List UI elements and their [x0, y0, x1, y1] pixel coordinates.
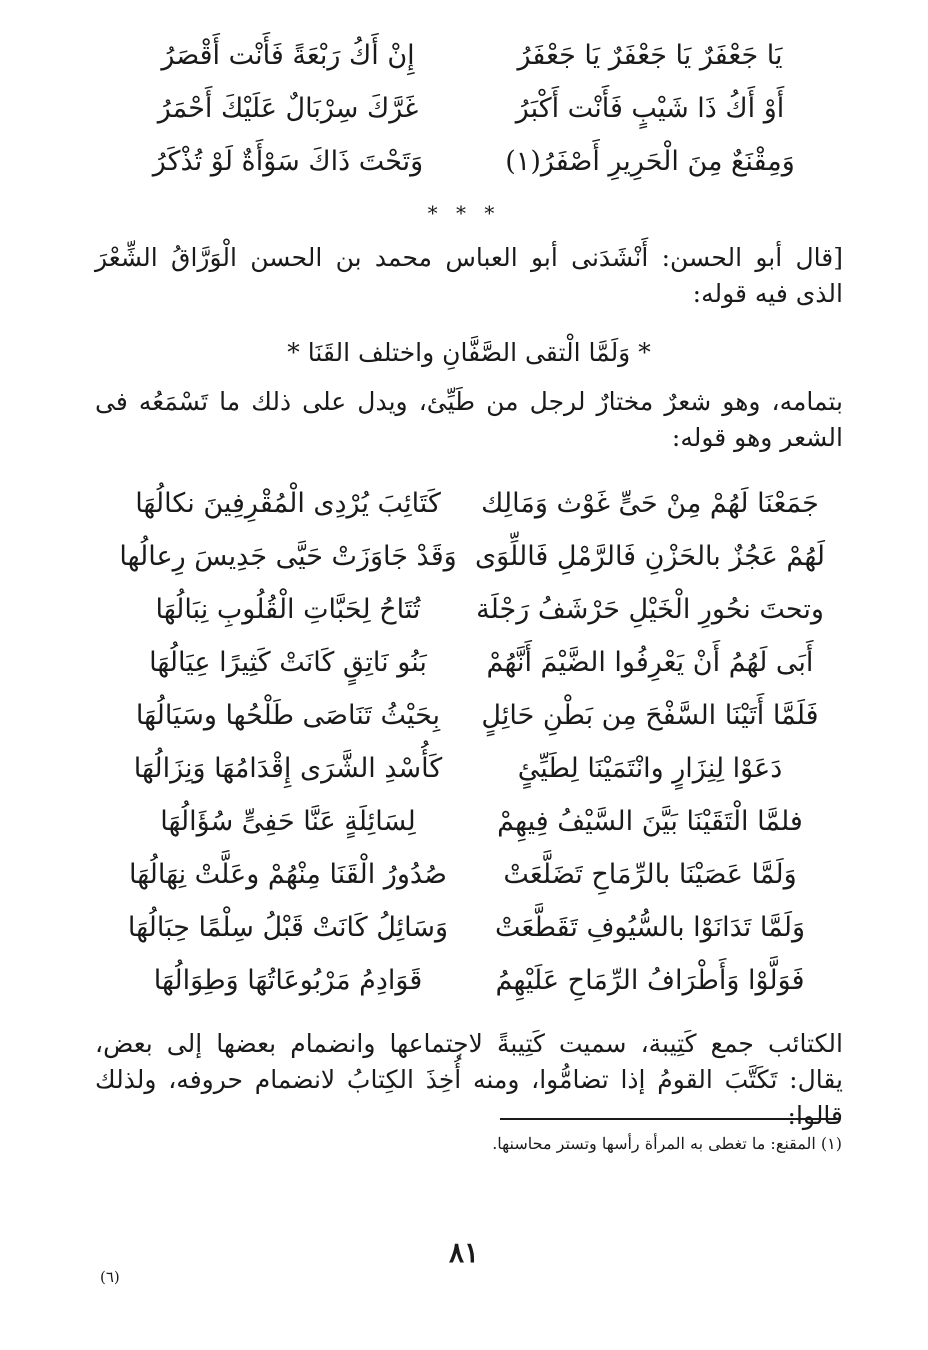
poem2-verse-7-second-hemistich: لِسَائِلَةٍ عَنَّا حَفِىٍّ سُؤَالُهَا	[160, 806, 416, 837]
poem2-verse-5-second-hemistich: بِحَيْثُ تَنَاصَى طَلْحُها وسَيَالُهَا	[135, 700, 441, 731]
poem2-verse-8-second-hemistich: صُدُورُ الْقَنَا مِنْهُمْ وعَلَّتْ نِهَالُهَا	[129, 859, 447, 890]
poem2-verse-6-second-hemistich: كَأُسْدِ الشَّرَى إِقْدَامُهَا وَنِزَالُهَا	[133, 753, 443, 784]
poem2-verse-4-second-hemistich: بَنُو نَاتِقٍ كَانَتْ كَثِيرًا عِيَالُهَا	[149, 647, 427, 678]
poem2-verse-2-second-hemistich: وَقَدْ جَاوَزَتْ حَيَّى جَدِيسَ رِعالُها	[119, 541, 457, 572]
poem2-verse-2-first-hemistich: لَهُمْ عَجُزٌ بالحَزْنِ فَالرَّمْلِ فَاللِّوَى	[474, 541, 826, 572]
poem2-verse-5-first-hemistich: فَلَمَّا أَتَيْنَا السَّفْحَ مِن بَطْنِ حَائِلٍ	[481, 700, 819, 731]
poem2-verse-10-first-hemistich: فَوَلَّوْا وَأَطْرَافُ الرِّمَاحِ عَلَيْهِمُ	[495, 965, 805, 996]
poem1-verse-2-second-hemistich: غَرَّكَ سِرْبَالٌ عَلَيْكَ أَحْمَرُ	[157, 93, 419, 124]
footnote: (١) المقنع: ما تغطى به المرأة رأسها وتستر محاسنها.	[492, 1134, 842, 1153]
poem1-verse-1-first-hemistich: يَا جَعْفَرٌ يَا جَعْفَرٌ يَا جَعْفَرُ	[517, 40, 783, 71]
page-number: ٨١	[448, 1236, 480, 1269]
poem2-verse-10-second-hemistich: قَوَادِمُ مَرْبُوعَاتُهَا وَطِوَالُهَا	[153, 965, 423, 996]
poem1-verse-3-first-hemistich: وَمِقْنَعٌ مِنَ الْحَرِيرِ أَصْفَرُ(١)	[505, 146, 795, 177]
poem2-verse-8-first-hemistich: وَلَمَّا عَصَيْنَا بالرِّمَاحِ تَضَلَّعَتْ	[503, 859, 797, 890]
poem1-verse-2-first-hemistich: أَوْ أَكُ ذَا شَيْبٍ فَأَنْت أَكْبَرُ	[515, 93, 785, 124]
poem2-verse-3-second-hemistich: تُتَاحُ لِحَبَّاتِ الْقُلُوبِ نِبَالُهَا	[155, 594, 421, 625]
explanation-paragraph: الكتائب جمع كَتِيبة، سميت كَتِيبةً لاجتماعها وانضمام بعضها إلى بعض، يقال: تَكَتَّبَ القومُ إذا تضامُّوا، ومنه أُخِذَ الكِتابُ لانضمام حروفه، ولذلك قالوا:	[95, 1029, 843, 1130]
poem1-verse-1-second-hemistich: إِنْ أَكُ رَبْعَةً فَأَنْت أَقْصَرُ	[161, 40, 415, 71]
poem2-verse-9-second-hemistich: وَسَائِلُ كَانَتْ قَبْلُ سِلْمًا حِبَالُهَا	[127, 912, 449, 943]
signature-mark: (٦)	[100, 1268, 120, 1286]
commentary-paragraph: بتمامه، وهو شعرٌ مختارٌ لرجل من طَيِّئ، ويدل على ذلك ما تَسْمَعُه فى الشعر وهو قوله:	[95, 387, 843, 452]
poem1-verse-3-second-hemistich: وَتَحْتَ ذَاكَ سَوْأَةٌ لَوْ تُذْكَرُ	[152, 146, 424, 177]
footnote-divider	[500, 1118, 840, 1120]
poem2-verse-9-first-hemistich: وَلَمَّا تَدَانَوْا بالسُّيُوفِ تَقَطَّعَتْ	[495, 912, 805, 943]
section-separator: * * *	[427, 201, 501, 225]
poem2-verse-3-first-hemistich: وتحتَ نحُورِ الْخَيْلِ حَرْشَفُ رَجْلَة	[476, 594, 824, 625]
poem2-verse-1-first-hemistich: جَمَعْنَا لَهُمْ مِنْ حَىٍّ غَوْث وَمَالِك	[481, 488, 819, 519]
poem2-verse-6-first-hemistich: دَعَوْا لِنِزَارٍ وانْتَمَيْنَا لِطَيِّئٍ	[517, 753, 783, 784]
quoted-hemistich: * وَلَمَّا الْتقى الصَّفَّانِ واختلف القَنَا *	[287, 338, 651, 367]
poem2-verse-7-first-hemistich: فلمَّا الْتَقَيْنَا بَيَّنَ السَّيْفُ فِيهِمْ	[497, 806, 803, 837]
poem2-verse-4-first-hemistich: أَبَى لَهُمُ أَنْ يَعْرِفُوا الضَّيْمَ أَنَّهُمْ	[486, 647, 814, 678]
poem2-verse-1-second-hemistich: كَتَائِبَ يُرْدِى الْمُقْرِفِينَ نكالُهَا	[135, 488, 441, 519]
intro-paragraph: [قال أبو الحسن: أَنْشَدَنى أبو العباس محمد بن الحسن الْوَرَّاقُ الشِّعْرَ الذى فيه قوله:	[95, 243, 843, 308]
